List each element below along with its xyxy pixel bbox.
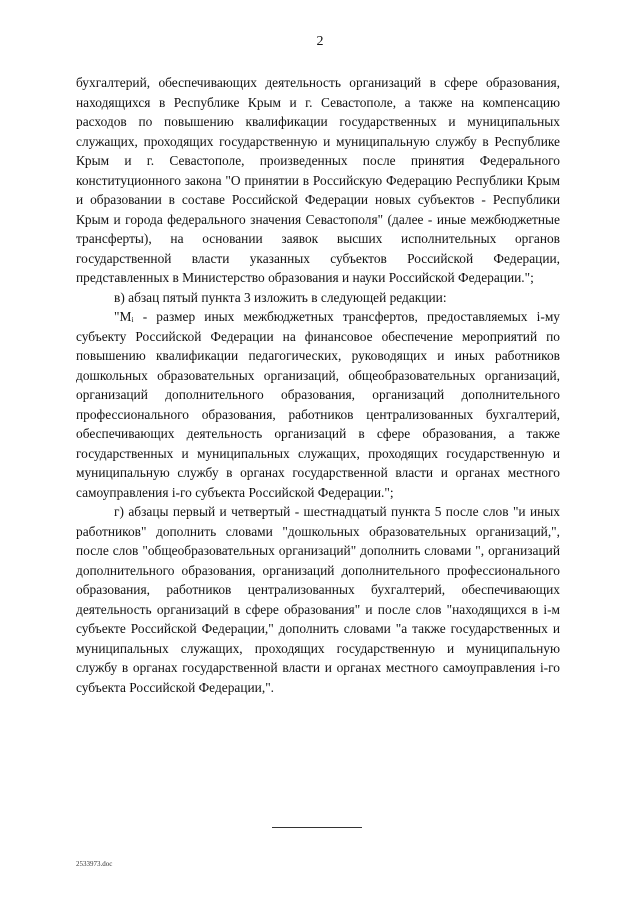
paragraph-quoted-definition: "Mᵢ - размер иных межбюджетных трансфертов, предоставляемых i-му субъекту Российской Федерации на финансовое обеспечение мероприятий по повышению квалификации педагогических, руководящих и иных работников дошкольных образовательных организаций, общеобразовательных организаций, организаций дополнительного образования, организаций дополнительного профессионального образования, работников централизованных бухгалтерий, обеспечивающих деятельность организаций в сфере образования, а также государственных и муниципальных служащих, проходящих государственную и муниципальную службу в органах государственной власти и органах местного самоуправления i-го субъекта Российской Федерации."; <box>76 309 560 500</box>
document-body <box>76 73 560 697</box>
page-number: 2 <box>316 34 324 49</box>
paragraph-amendment-v: в) абзац пятый пункта 3 изложить в следующей редакции: <box>114 289 447 305</box>
document-file-reference: 2533973.doc <box>76 860 113 868</box>
paragraph-continuation: бухгалтерий, обеспечивающих деятельность организаций в сфере образования, находящихся в Республике Крым и г. Севастополе, а также на компенсацию расходов по повышению квалификации государственных и муниципальных служащих, проходящих государственную и муниципальную службу в Республике Крым и г. Севастополе, произведенных после принятия Федерального конституционного закона "О принятии в Российскую Федерацию Республики Крым и образовании в составе Российской Федерации новых субъектов - Республики Крым и города федерального значения Севастополя" (далее - иные межбюджетные трансферты), на основании заявок высших исполнительных органов государственной власти указанных субъектов Российской Федерации, представленных в Министерство образования и науки Российской Федерации."; <box>76 75 560 285</box>
paragraph-amendment-g: г) абзацы первый и четвертый - шестнадцатый пункта 5 после слов "и иных работников" дополнить словами "дошкольных образовательных организаций,", после слов "общеобразовательных организаций" дополнить словами ", организаций дополнительного образования, организаций дополнительного профессионального образования, работников централизованных бухгалтерий, обеспечивающих деятельность организаций в сфере образования" и после слов "находящихся в i-м субъекте Российской Федерации," дополнить словами "а также государственных и муниципальных служащих, проходящих государственную и муниципальную службу в органах государственной власти и органах местного самоуправления i-го субъекта Российской Федерации,". <box>76 504 560 695</box>
end-divider <box>272 827 362 828</box>
